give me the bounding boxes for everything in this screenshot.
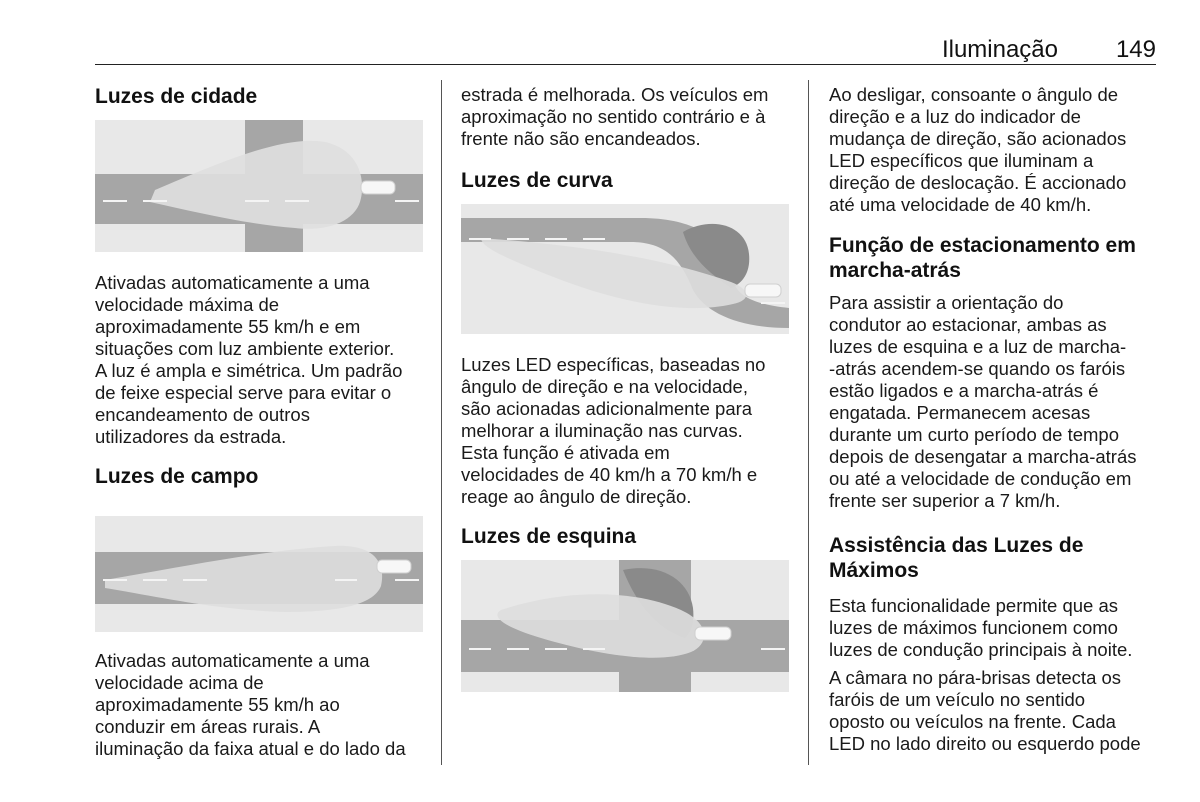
header-rule xyxy=(95,64,1156,65)
paragraph-continued xyxy=(461,84,796,150)
text-line: ângulo de direção e na velocidade, xyxy=(461,376,748,397)
text-line: utilizadores da estrada. xyxy=(95,426,287,447)
text-line: velocidades de 40 km/h a 70 km/h e xyxy=(461,464,758,485)
section-corner-lights xyxy=(461,524,796,549)
paragraph-curve-lights xyxy=(461,354,796,508)
text-line: depois de desengatar a marcha-atrás xyxy=(829,446,1137,467)
section-curve-lights xyxy=(461,168,796,193)
text-line: direção e a luz do indicador de xyxy=(829,106,1081,127)
section-field-lights xyxy=(95,464,430,489)
text-line: velocidade máxima de xyxy=(95,294,280,315)
text-line: oposto ou veículos na frente. Cada xyxy=(829,711,1116,732)
text-line: Esta função é ativada em xyxy=(461,442,670,463)
heading-line: Função de estacionamento em xyxy=(829,234,1136,257)
text-line: LED específicos que iluminam a xyxy=(829,150,1094,171)
text-line: Para assistir a orientação do xyxy=(829,292,1064,313)
text-line: frente ser superior a 7 km/h. xyxy=(829,490,1061,511)
text-line: aproximadamente 55 km/h ao xyxy=(95,694,340,715)
heading-line: Assistência das Luzes de xyxy=(829,534,1084,557)
section-high-beam-assist xyxy=(829,533,1164,583)
text-line: durante um curto período de tempo xyxy=(829,424,1120,445)
page-number: 149 xyxy=(1115,36,1156,63)
text-line: aproximadamente 55 km/h e em xyxy=(95,316,361,337)
text-line: velocidade acima de xyxy=(95,672,264,693)
text-line: iluminação da faixa atual e do lado da xyxy=(95,738,406,759)
text-line: aproximação no sentido contrário e à xyxy=(461,106,766,127)
paragraph-high-beam-2 xyxy=(829,667,1164,755)
column-1 xyxy=(95,84,430,109)
heading-line: marcha-atrás xyxy=(829,259,961,282)
text-line: condutor ao estacionar, ambas as xyxy=(829,314,1107,335)
text-line: LED no lado direito ou esquerdo pode xyxy=(829,733,1141,754)
heading-line: Máximos xyxy=(829,559,919,582)
text-line: -atrás acendem-se quando os faróis xyxy=(829,358,1126,379)
text-line: A câmara no pára-brisas detecta os xyxy=(829,667,1122,688)
text-line: reage ao ângulo de direção. xyxy=(461,486,692,507)
paragraph-corner-lights xyxy=(829,84,1164,216)
text-line: estão ligados e a marcha-atrás é xyxy=(829,380,1099,401)
paragraph-city-lights xyxy=(95,272,430,448)
text-line: melhorar a iluminação nas curvas. xyxy=(461,420,743,441)
text-line: Ativadas automaticamente a uma xyxy=(95,272,370,293)
figure-curve-lights xyxy=(461,204,789,334)
paragraph-field-lights xyxy=(95,650,430,760)
heading-luzes-de-curva: Luzes de curva xyxy=(461,169,613,192)
text-line: luzes de esquina e a luz de marcha- xyxy=(829,336,1127,357)
text-line: luzes de máximos funcionem como xyxy=(829,617,1118,638)
text-line: mudança de direção, são acionados xyxy=(829,128,1127,149)
text-line: conduzir em áreas rurais. A xyxy=(95,716,321,737)
text-line: estrada é melhorada. Os veículos em xyxy=(461,84,769,105)
column-divider-2 xyxy=(808,80,809,765)
figure-city-lights xyxy=(95,120,423,252)
text-line: luzes de condução principais à noite. xyxy=(829,639,1133,660)
text-line: de feixe especial serve para evitar o xyxy=(95,382,392,403)
text-line: Luzes LED específicas, baseadas no xyxy=(461,354,766,375)
heading-luzes-de-campo: Luzes de campo xyxy=(95,465,259,488)
text-line: Ao desligar, consoante o ângulo de xyxy=(829,84,1119,105)
paragraph-reverse-parking xyxy=(829,292,1164,512)
text-line: A luz é ampla e simétrica. Um padrão xyxy=(95,360,403,381)
text-line: situações com luz ambiente exterior. xyxy=(95,338,395,359)
figure-field-lights xyxy=(95,516,423,632)
heading-luzes-de-esquina: Luzes de esquina xyxy=(461,525,637,548)
text-line: até uma velocidade de 40 km/h. xyxy=(829,194,1092,215)
text-line: frente não são encandeados. xyxy=(461,128,701,149)
text-line: engatada. Permanecem acesas xyxy=(829,402,1091,423)
section-reverse-parking xyxy=(829,233,1164,283)
text-line: são acionadas adicionalmente para xyxy=(461,398,753,419)
text-line: encandeamento de outros xyxy=(95,404,310,425)
figure-corner-lights xyxy=(461,560,789,692)
text-line: ou até a velocidade de condução em xyxy=(829,468,1132,489)
heading-luzes-de-cidade: Luzes de cidade xyxy=(95,85,258,108)
text-line: Esta funcionalidade permite que as xyxy=(829,595,1118,616)
text-line: Ativadas automaticamente a uma xyxy=(95,650,370,671)
text-line: faróis de um veículo no sentido xyxy=(829,689,1086,710)
running-header-section: Iluminação xyxy=(941,36,1058,63)
paragraph-high-beam-1 xyxy=(829,595,1164,661)
text-line: direção de deslocação. É accionado xyxy=(829,172,1127,193)
column-divider-1 xyxy=(441,80,442,765)
